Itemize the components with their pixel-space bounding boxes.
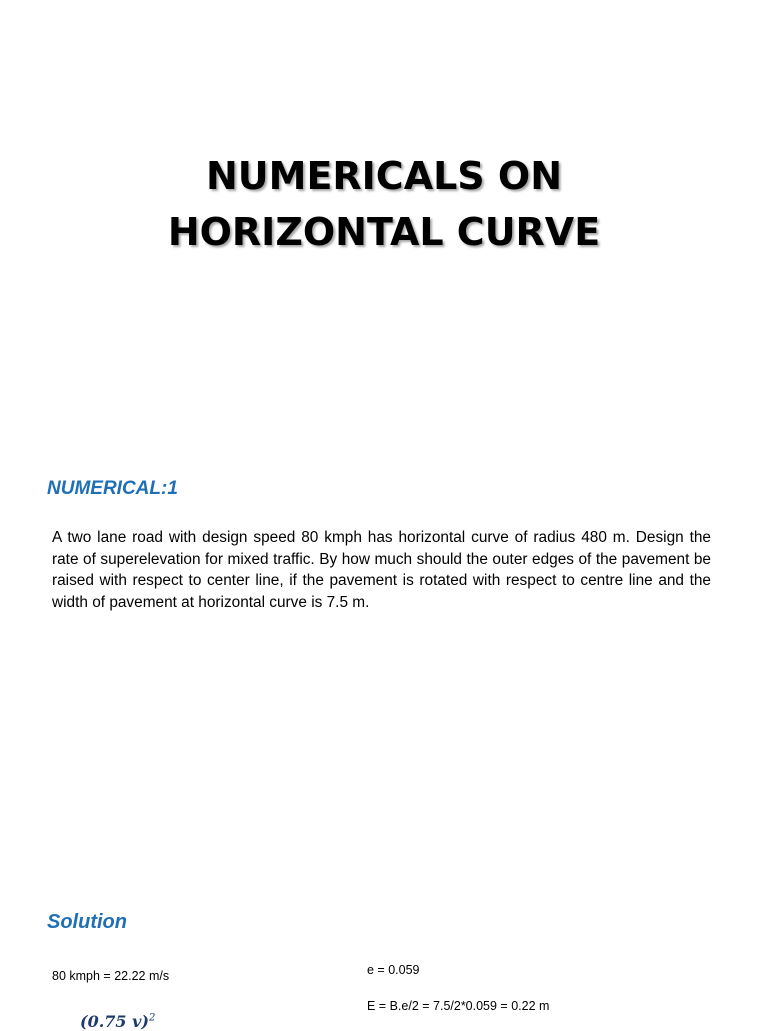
superelevation-value: e = 0.059 <box>367 963 420 977</box>
formula-fragment <box>80 1012 155 1031</box>
formula-base: (0.75 v) <box>80 1012 149 1031</box>
page-title <box>0 148 768 260</box>
numerical-heading: NUMERICAL:1 <box>47 478 178 499</box>
solution-heading: Solution <box>47 911 127 933</box>
page-title-line-1: NUMERICALS ON <box>205 154 563 198</box>
page-title-line-2: HORIZONTAL CURVE <box>167 210 601 254</box>
edge-raise-value: E = B.e/2 = 7.5/2*0.059 = 0.22 m <box>367 999 550 1013</box>
problem-statement: A two lane road with design speed 80 kmph has horizontal curve of radius 480 m. Design the rate of superelevation for mixed traffic. By how much should the outer edges of the pavement be raised with respect to center line, if the pavement is rotated with respect to centre line and the width of pavement at horizontal curve is 7.5 m. <box>52 529 711 611</box>
speed-conversion: 80 kmph = 22.22 m/s <box>52 969 170 983</box>
formula-exponent: 2 <box>148 1012 156 1024</box>
